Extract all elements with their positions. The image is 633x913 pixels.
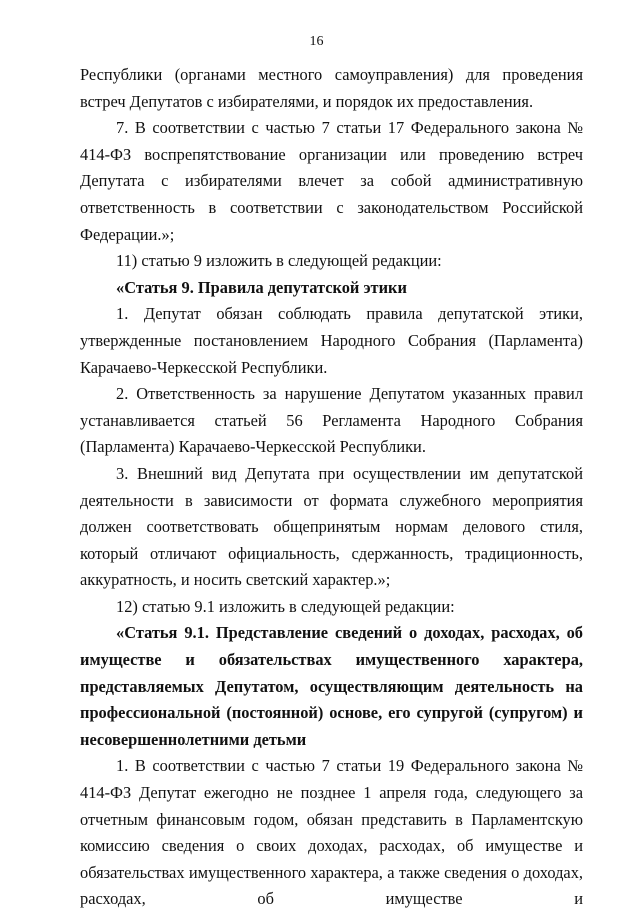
article-9-heading: «Статья 9. Правила депутатской этики xyxy=(116,277,407,297)
paragraph-amendment-11: 11) статью 9 изложить в следующей редакции: xyxy=(116,251,442,271)
document-body xyxy=(80,62,583,913)
article-9-1-paragraph-1: 1. В соответствии с частью 7 статьи 19 Федерального закона № 414-ФЗ Депутат ежегодно не позднее 1 апреля года, следующего за отчетным финансовым годом, обязан представить в Парламентскую комиссию сведения о своих доходах, расходах, об имуществе и обязательствах имущественного характера, а также сведения о доходах, расходах, об имуществе и xyxy=(80,756,583,909)
paragraph-7: 7. В соответствии с частью 7 статьи 17 Федерального закона № 414-ФЗ воспрепятствование организации или проведению встреч Депутата с избирателями влечет за собой административную ответственность в соответствии с законодательством Российской Федерации.»; xyxy=(80,118,583,244)
page-number: 16 xyxy=(309,34,324,49)
article-9-paragraph-3: 3. Внешний вид Депутата при осуществлении им депутатской деятельности в зависимости от формата служебного мероприятия должен соответствовать общепринятым нормам делового стиля, который отличают официальность, сдержанность, традиционность, аккуратность, и носить светский характер.»; xyxy=(80,463,583,590)
article-9-paragraph-1: 1. Депутат обязан соблюдать правила депутатской этики, утвержденные постановлением Народного Собрания (Парламента) Карачаево-Черкесской Республики. xyxy=(80,304,583,377)
article-9-paragraph-2: 2. Ответственность за нарушение Депутатом указанных правил устанавливается статьей 56 Регламента Народного Собрания (Парламента) Карачаево-Черкесской Республики. xyxy=(80,384,583,457)
article-9-1-heading: «Статья 9.1. Представление сведений о доходах, расходах, об имуществе и обязательствах имущественного характера, представляемых Депутатом, осуществляющим деятельность на профессиональной (постоянной) основе, его супругой (супругом) и несовершеннолетними детьми xyxy=(80,623,583,749)
paragraph-continuation: Республики (органами местного самоуправления) для проведения встреч Депутатов с избирателями, и порядок их предоставления. xyxy=(80,65,583,111)
paragraph-amendment-12: 12) статью 9.1 изложить в следующей редакции: xyxy=(116,596,455,616)
